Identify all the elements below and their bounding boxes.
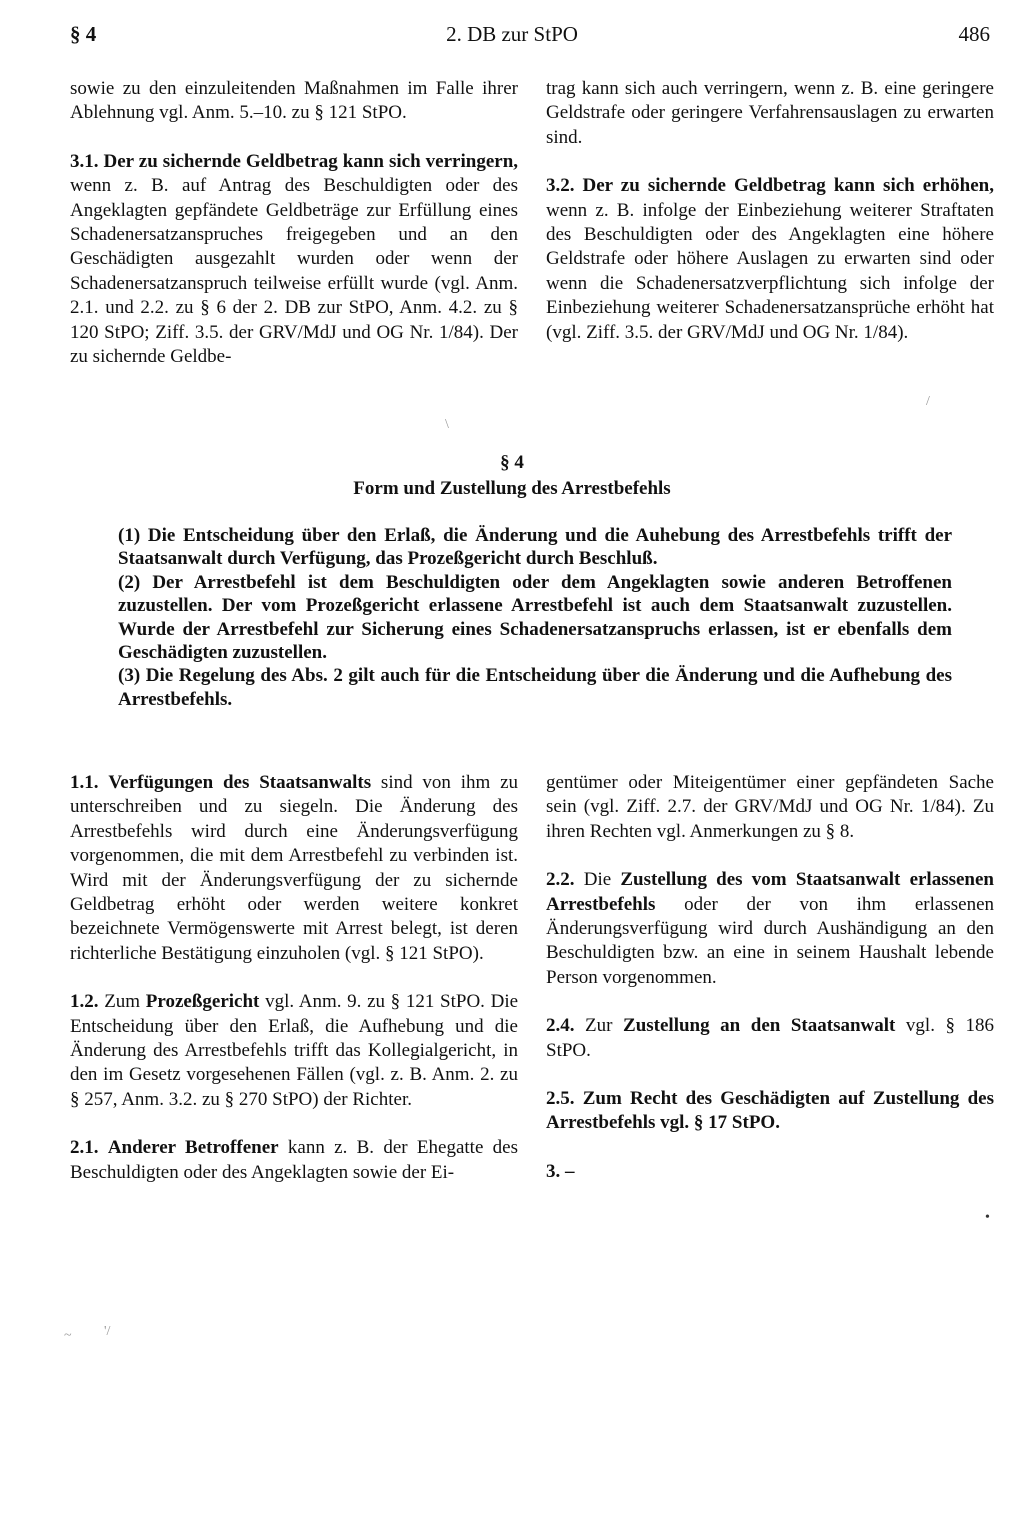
note-3-2 [546,174,994,345]
note-number: 1.1. [70,772,99,793]
note-number: 3.2. [546,175,575,197]
note-text: wenn z. B. infolge der Einbeziehung weiterer Straftaten des Beschuldigten oder des Angeklagten eine höhere Geldstrafe oder höhere Auslagen zu erwarten sind oder wenn die Schadenersatzverpflichtung sich infolge der Einbeziehung weiterer Schadenersatzansprüche erhöht hat (vgl. Ziff. 3.5. der GRV/MdJ und OG Nr. 1/84). [546,199,994,343]
note-heading: Prozeßgericht [145,991,260,1013]
note-number: 2.5. [546,1088,575,1110]
note-number: 3.1. [70,150,99,172]
note-number: 2.4. [546,1015,575,1037]
note-1-2 [70,990,518,1112]
note-lead: Zum [582,1088,622,1110]
top-right-column [546,77,994,369]
note-heading: Verfügungen des Staatsanwalts [108,772,372,793]
running-title: 2. DB zur StPO [446,22,578,46]
note-heading: Der zu sichernde Geldbetrag kann sich erhöhen, [582,175,994,197]
law-paragraph-3: (3) Die Regelung des Abs. 2 gilt auch für die Entscheidung über die Änderung und die Aufhebung des Arrestbefehls. [118,665,952,710]
note-2-1 [70,1136,518,1185]
note-1-1 [70,771,518,966]
bottom-right-column [546,771,994,1208]
scan-speck: • [985,1210,990,1225]
note-number: 2.1. [70,1137,99,1159]
law-paragraph-2: (2) Der Arrestbefehl ist dem Beschuldigten oder dem Angeklagten sowie anderen Betroffenen zuzustellen. Der vom Prozeßgericht erlassene Arrestbefehl ist auch dem Staatsanwalt zuzustellen. Wurde der Arrestbefehl zur Sicherung eines Schadenersatzanspruchs erlassen, ist er ebenfalls dem Geschädigten zuzustellen. [118,571,952,664]
paragraph: gentümer oder Miteigentümer einer gepfändeten Sache sein (vgl. Ziff. 2.7. der GRV/MdJ und OG Nr. 1/84). Zu ihren Rechten vgl. Anmerkungen zu § 8. [546,772,994,842]
note-text: kann z. B. der Ehegatte des Beschuldigten oder des Angeklagten sowie der Ei- [70,1137,519,1183]
bottom-left-column [70,771,518,1209]
section-number: § 4 [500,452,524,473]
scan-speck: \ [445,417,449,432]
paragraph: sowie zu den einzuleitenden Maßnahmen im Falle ihrer Ablehnung vgl. Anm. 5.–10. zu § 121 StPO. [70,78,518,124]
paragraph: trag kann sich auch verringern, wenn z. B. eine geringere Geldstrafe oder geringere Verfahrensauslagen zu erwarten sind. [546,78,994,148]
note-text: sind von ihm zu unterschreiben und zu siegeln. Die Änderung des Arrestbefehls wird durch eine Änderungsverfügung vorgenommen, die mit dem Arrestbefehl zu verbinden ist. Wird mit der Änderungsverfügung der zu sichernde Geldbetrag erhöht oder werden weitere konkret bezeichnete Vermögenswerte mit Arrest belegt, ist deren richterliche Bestätigung einzuholen (vgl. § 121 StPO). [70,772,519,964]
scan-speck: '/ [104,1324,111,1339]
note-lead: Zum [104,991,141,1013]
note-lead: Zur [585,1015,613,1037]
note-3: 3. – [546,1160,575,1182]
page-number: 486 [958,22,990,46]
note-heading: Der zu sichernde Geldbetrag kann sich verringern, [103,150,519,172]
note-text: vgl. Anm. 9. zu § 121 StPO. Die Entscheidung über den Erlaß, die Aufhebung und die Änderung des Arrestbefehls trifft das Kollegialgericht, in den im Gesetz vorgesehenen Fällen (vgl. z. B. Anm. 2. zu § 257, Anm. 3.2. zu § 270 StPO) der Richter. [70,991,519,1110]
section-title: Form und Zustellung des Arrestbefehls [353,478,671,499]
note-text: vgl. § 17 StPO. [660,1112,780,1134]
note-heading: Zustellung des vom Staatsanwalt erlassenen Arrestbefehls [546,869,994,915]
note-heading: Anderer Betroffener [107,1137,279,1159]
note-text: wenn z. B. auf Antrag des Beschuldigten oder des Angeklagten gepfändete Geldbeträge zur Erfüllung eines Schadenersatzanspruches freigegeben und an den Geschädigten ausgezahlt wurden oder wenn der Schadenersatzanspruch teilweise erfüllt wurde (vgl. Anm. 2.1. und 2.2. zu § 6 der 2. DB zur StPO, Anm. 4.2. zu § 120 StPO; Ziff. 3.5. der GRV/MdJ und OG Nr. 1/84). Der zu sichernde Geldbe- [70,175,518,368]
section-marker: § 4 [70,22,97,46]
note-heading: Recht des Geschädigten auf Zustellung des Arrestbefehls [546,1088,995,1134]
law-text [118,524,952,711]
note-text: oder der von ihm erlassenen Änderungsverfügung wird durch Aushändigung an den Beschuldigten bzw. an eine in seinem Haushalt lebende Person vorgenommen. [546,893,994,988]
note-3-1 [70,150,518,370]
scan-speck: ~ [64,1328,72,1343]
scan-speck: / [926,394,930,409]
law-paragraph-1: (1) Die Entscheidung über den Erlaß, die Änderung und die Auhebung des Arrestbefehls trifft der Staatsanwalt durch Verfügung, das Prozeßgericht durch Beschluß. [118,525,952,570]
note-2-5 [546,1087,994,1136]
note-number: 1.2. [70,991,99,1013]
note-number: 2.2. [546,869,575,891]
note-heading: Zustellung an den Staatsanwalt [623,1015,896,1037]
note-2-4 [546,1014,994,1063]
note-2-2 [546,868,994,990]
note-text: vgl. § 186 StPO. [546,1015,995,1061]
top-left-column [70,77,518,393]
note-lead: Die [583,869,612,891]
